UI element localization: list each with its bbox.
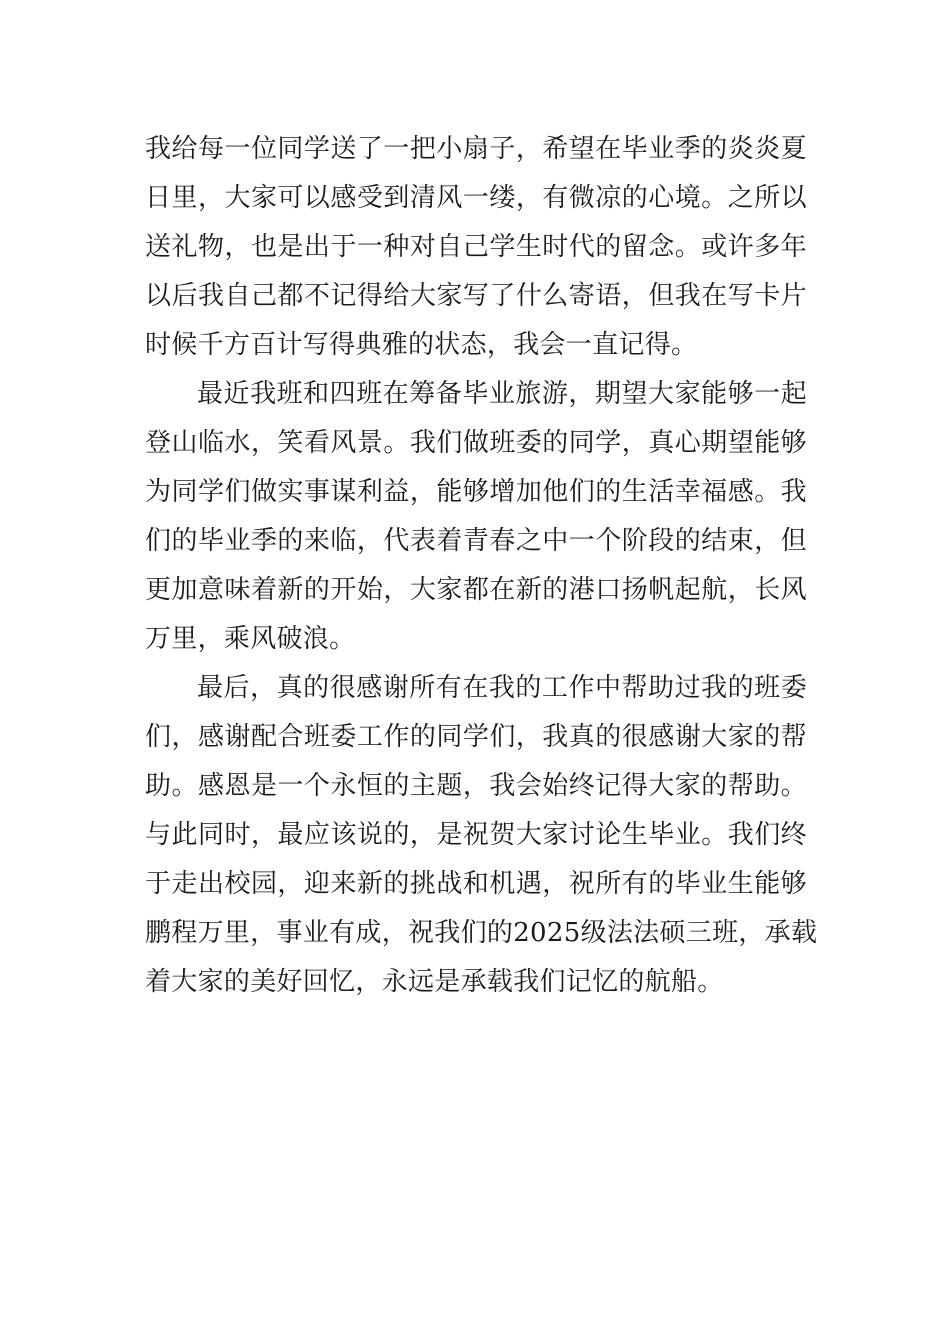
text-line: 以后我自己都不记得给大家写了什么寄语，但我在写卡片 (145, 281, 807, 311)
text-line: 着大家的美好回忆，永远是承载我们记忆的航船。 (145, 967, 724, 997)
text-line: 万里，乘风破浪。 (145, 624, 356, 654)
text-line: 鹏程万里，事业有成，祝我们的2025级法法硕三班，承载 (145, 918, 818, 948)
text-line: 我给每一位同学送了一把小扇子，希望在毕业季的炎炎夏 (145, 134, 807, 164)
text-line: 送礼物，也是出于一种对自己学生时代的留念。或许多年 (145, 232, 807, 262)
text-line: 最后，真的很感谢所有在我的工作中帮助过我的班委 (197, 673, 807, 703)
text-line: 最近我班和四班在筹备毕业旅游，期望大家能够一起 (197, 379, 807, 409)
paragraph-1 (145, 125, 807, 370)
text-line: 们，感谢配合班委工作的同学们，我真的很感谢大家的帮 (145, 722, 807, 752)
document-body (145, 125, 818, 1007)
text-line: 于走出校园，迎来新的挑战和机遇，祝所有的毕业生能够 (145, 869, 807, 899)
text-line: 与此同时，最应该说的，是祝贺大家讨论生毕业。我们终 (145, 820, 807, 850)
paragraph-2 (145, 370, 807, 664)
text-line: 助。感恩是一个永恒的主题，我会始终记得大家的帮助。 (145, 771, 807, 801)
text-line: 时候千方百计写得典雅的状态，我会一直记得。 (145, 330, 698, 360)
text-line: 为同学们做实事谋利益，能够增加他们的生活幸福感。我 (145, 477, 807, 507)
text-line: 登山临水，笑看风景。我们做班委的同学，真心期望能够 (145, 428, 807, 458)
paragraph-3 (145, 664, 818, 1007)
text-line: 更加意味着新的开始，大家都在新的港口扬帆起航，长风 (145, 575, 807, 605)
text-line: 日里，大家可以感受到清风一缕，有微凉的心境。之所以 (145, 183, 807, 213)
text-line: 们的毕业季的来临，代表着青春之中一个阶段的结束，但 (145, 526, 807, 556)
